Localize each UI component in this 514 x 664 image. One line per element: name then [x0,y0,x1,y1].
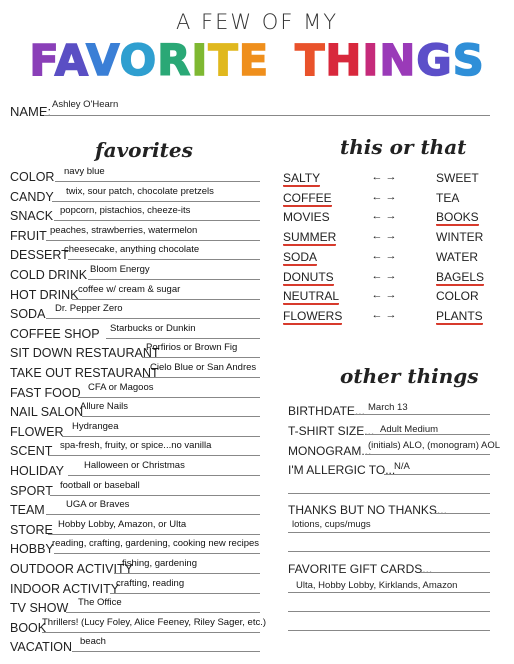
title-letter: V [86,36,120,86]
favorite-value: Dr. Pepper Zero [55,303,123,315]
title-letter [269,36,285,86]
favorite-line [46,240,260,241]
favorite-label: SNACK [10,209,54,224]
name-label: NAME: [10,104,52,119]
this-or-that-left: SALTY [283,171,321,185]
favorite-label: COLOR [10,170,55,184]
title-letter: I [362,36,380,86]
title-letter: S [452,36,485,86]
favorite-line [82,416,260,417]
monogram-value: (initials) ALO, (monogram) AOL [368,440,500,451]
this-or-that-left: SUMMER [283,230,337,245]
title-letter: N [379,36,417,86]
no-thanks-line [432,513,490,514]
gift-cards-label: FAVORITE GIFT CARDS... [288,562,433,576]
favorite-label: COLD DRINK [10,268,88,282]
this-or-that-left: MOVIES [283,210,330,225]
favorite-line [68,259,260,260]
other-things-heading: other things [340,364,479,388]
allergic-line [384,474,490,475]
this-or-that-left: COFFEE [283,190,332,205]
this-or-that-arrows: ← → [371,190,397,203]
favorite-value: Hobby Lobby, Amazon, or Ulta [58,518,187,530]
no-thanks-label: THANKS BUT NO THANKS... [288,503,447,517]
favorite-line [48,534,260,535]
gift-cards-line-3 [288,611,490,612]
monogram-line [365,454,490,455]
title-letter: I [191,36,209,86]
allergic-value: N/A [394,461,410,472]
favorite-line [78,397,260,398]
favorite-value: CFA or Magoos [88,381,154,393]
favorite-line [54,553,260,554]
favorite-label: HOT DRINK [10,287,79,302]
favorite-label: HOLIDAY [10,464,64,478]
header-title [0,36,514,86]
gift-cards-line-4 [288,630,490,631]
favorite-value: Porfirios or Brown Fig [146,342,238,354]
this-or-that-arrows: ← → [371,308,397,321]
favorite-value: cheesecake, anything chocolate [64,244,200,256]
favorite-value: Halloween or Christmas [84,460,185,471]
favorite-line [72,651,260,652]
favorite-line [52,201,260,202]
favorite-label: TV SHOW [10,601,69,616]
favorite-line [54,220,260,221]
favorite-line [42,632,260,633]
this-or-that-arrows: ← → [371,269,397,282]
this-or-that-right: WATER [436,249,478,264]
favorite-line [46,514,260,515]
header-subtitle: A FEW OF MY [175,10,339,34]
this-or-that-right: BOOKS [436,210,479,225]
favorite-label: SODA [10,307,46,322]
this-or-that-right: COLOR [436,289,479,304]
title-letter: A [54,36,87,86]
favorite-value: peaches, strawberries, watermelon [50,224,198,236]
favorite-label: SPORT [10,483,53,498]
favorite-value: spa-fresh, fruity, or spice...no vanilla [60,440,212,452]
this-or-that-heading: this or that [340,135,467,159]
favorite-line [114,573,260,574]
title-letter: T [208,36,239,86]
gift-cards-value: Ulta, Hobby Lobby, Kirklands, Amazon [296,580,458,591]
favorite-label: INDOOR ACTIVITY [10,581,120,596]
gift-cards-line [420,572,490,573]
favorite-line [48,455,260,456]
favorite-value: twix, sour patch, chocolate pretzels [66,185,214,197]
title-letter: G [416,36,453,86]
birthdate-line [354,414,490,415]
no-thanks-line-2 [288,532,490,533]
this-or-that-arrows: ← → [371,210,397,223]
favorite-value: coffee w/ cream & sugar [78,283,181,295]
favorite-label: SCENT [10,444,53,459]
this-or-that-left: DONUTS [283,269,334,284]
favorite-value: Bloom Energy [90,264,150,275]
allergic-label: I'M ALLERGIC TO... [288,463,396,477]
favorite-line [72,299,260,300]
favorite-label: CANDY [10,189,54,204]
favorite-line [110,593,260,594]
this-or-that-arrows: ← → [371,230,397,243]
allergic-line-2 [288,493,490,494]
favorite-label: FRUIT [10,228,47,243]
birthdate-label: BIRTHDATE... [288,404,365,418]
favorite-line [46,318,260,319]
favorite-value: The Office [78,597,122,609]
favorite-value: UGA or Braves [66,499,130,511]
tshirt-label: T-SHIRT SIZE... [288,424,375,438]
title-letter: E [238,36,270,86]
this-or-that-arrows: ← → [371,249,397,262]
title-letter: T [295,36,326,86]
favorite-label: HOBBY [10,542,54,557]
favorite-label: NAIL SALON [10,405,84,420]
title-letter: F [29,36,55,86]
no-thanks-line-3 [288,551,490,552]
this-or-that-right: BAGELS [436,269,485,284]
favorite-label: SIT DOWN RESTAURANT [10,346,160,361]
favorite-value: Cielo Blue or San Andres [150,362,257,373]
favorite-label: TAKE OUT RESTAURANT [10,366,159,380]
favorite-value: Hydrangea [72,420,119,432]
favorite-label: VACATION [10,640,73,655]
tshirt-value: Adult Medium [380,424,439,435]
this-or-that-right: PLANTS [436,308,483,323]
favorite-value: Starbucks or Dunkin [110,322,196,334]
favorite-label: COFFEE SHOP [10,326,100,341]
favorite-value: navy blue [64,166,105,177]
name-line [44,115,490,116]
this-or-that-arrows: ← → [371,289,397,302]
birthdate-value: March 13 [368,402,408,413]
favorite-value: crafting, reading [116,577,185,589]
tshirt-line [366,434,490,435]
this-or-that-left: SODA [283,249,318,264]
favorite-label: FAST FOOD [10,385,81,400]
favorite-value: popcorn, pistachios, cheeze-its [60,205,191,217]
favorite-line [142,377,260,378]
monogram-label: MONOGRAM... [288,444,372,458]
favorite-label: STORE [10,522,53,537]
favorite-line [88,279,260,280]
favorite-line [106,338,260,339]
this-or-that-arrows: ← → [371,171,397,183]
favorite-line [66,612,260,613]
this-or-that-right: WINTER [436,230,484,245]
favorite-label: DESSERT [10,248,69,263]
favorite-line [62,436,260,437]
favorite-value: fishing, gardening [122,558,197,569]
title-letter: H [325,36,363,86]
favorite-label: OUTDOOR ACTIVITY [10,562,133,576]
favorite-line [50,495,260,496]
favorite-label: BOOK [10,620,47,635]
this-or-that-left: NEUTRAL [283,289,340,304]
this-or-that-right: SWEET [436,171,479,185]
gift-cards-line-2 [288,592,490,593]
favorite-value: Allure Nails [80,401,129,413]
favorite-value: reading, crafting, gardening, cooking new recipes [52,538,260,550]
favorite-label: FLOWER [10,424,64,439]
this-or-that-right: TEA [436,190,460,205]
favorite-line [142,357,260,358]
favorites-heading: favorites [95,138,193,162]
favorite-label: TEAM [10,503,45,518]
favorite-value: Thrillers! (Lucy Foley, Alice Feeney, Riley Sager, etc.) [42,616,267,628]
favorite-line [55,181,260,182]
favorite-value: football or baseball [60,479,140,491]
title-letter: O [119,36,158,86]
this-or-that-left: FLOWERS [283,308,343,323]
favorite-line [68,475,260,476]
favorite-value: beach [80,636,106,648]
title-letter: R [157,36,192,86]
no-thanks-value: lotions, cups/mugs [292,519,371,530]
name-value: Ashley O'Hearn [52,99,119,110]
